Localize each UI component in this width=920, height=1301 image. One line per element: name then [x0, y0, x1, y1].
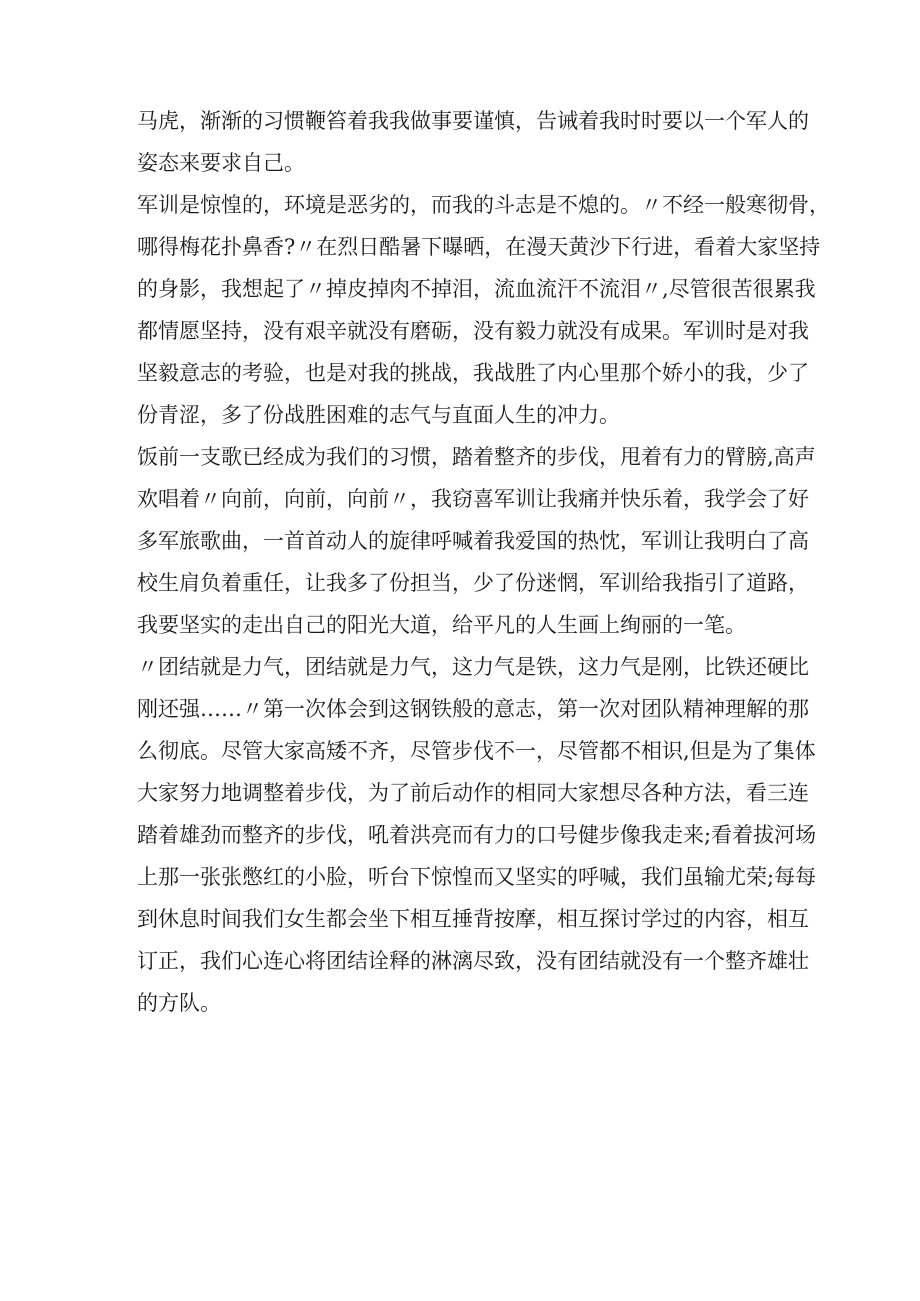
text-line: 刚还强……〃第一次体会到这钢铁般的意志，第一次对团队精神理解的那: [137, 697, 809, 721]
text-line: 饭前一支歌已经成为我们的习惯，踏着整齐的步伐，甩着有力的臂膀,高声: [137, 445, 816, 469]
paragraph-1: [137, 106, 809, 178]
text-line: 的身影，我想起了〃掉皮掉肉不掉泪，流血流汗不流泪〃,尽管很苦很累我: [137, 277, 816, 301]
paragraph-3: [137, 442, 816, 640]
text-line: 欢唱着〃向前，向前，向前〃，我窃喜军训让我痛并快乐着，我学会了好: [137, 487, 809, 511]
text-line: 坚毅意志的考验，也是对我的挑战，我战胜了内心里那个娇小的我，少了: [137, 361, 809, 385]
paragraph-4: [137, 652, 817, 1018]
paragraph-2: [137, 190, 830, 430]
text-line: 大家努力地调整着步伐，为了前后动作的相同大家想尽各种方法，看三连: [137, 781, 809, 805]
text-line: 我要坚实的走出自己的阳光大道，给平凡的人生画上绚丽的一笔。: [137, 613, 746, 637]
text-line: 都情愿坚持，没有艰辛就没有磨砺，没有毅力就没有成果。军训时是对我: [137, 319, 809, 343]
text-line: 军训是惊惶的，环境是恶劣的，而我的斗志是不熄的。〃不经一般寒彻骨，: [137, 193, 830, 217]
text-line: 姿态来要求自己。: [137, 151, 305, 175]
text-line: 踏着雄劲而整齐的步伐，吼着洪亮而有力的口号健步像我走来;看着拔河场: [137, 823, 817, 847]
text-line: 上那一张张憋红的小脸，听台下惊惶而又坚实的呼喊，我们虽输尤荣;每每: [137, 865, 817, 889]
text-line: 的方队。: [137, 991, 221, 1015]
text-line: 多军旅歌曲，一首首动人的旋律呼喊着我爱国的热忱，军训让我明白了高: [137, 529, 809, 553]
text-line: 哪得梅花扑鼻香?〃在烈日酷暑下曝晒，在漫天黄沙下行进，看着大家坚持: [137, 235, 821, 259]
text-line: 到休息时间我们女生都会坐下相互捶背按摩，相互探讨学过的内容，相互: [137, 907, 809, 931]
text-line: 〃团结就是力气，团结就是力气，这力气是铁，这力气是刚，比铁还硬比: [137, 655, 809, 679]
text-line: 订正，我们心连心将团结诠释的淋漓尽致，没有团结就没有一个整齐雄壮: [137, 949, 809, 973]
text-line: 校生肩负着重任，让我多了份担当，少了份迷惘，军训给我指引了道路，: [137, 571, 809, 595]
text-line: 马虎，渐渐的习惯鞭笞着我我做事要谨慎，告诫着我时时要以一个军人的: [137, 109, 809, 133]
text-line: 份青涩，多了份战胜困难的志气与直面人生的冲力。: [137, 403, 620, 427]
text-line: 么彻底。尽管大家高矮不齐，尽管步伐不一，尽管都不相识,但是为了集体: [137, 739, 816, 763]
document-body: [137, 106, 830, 1030]
